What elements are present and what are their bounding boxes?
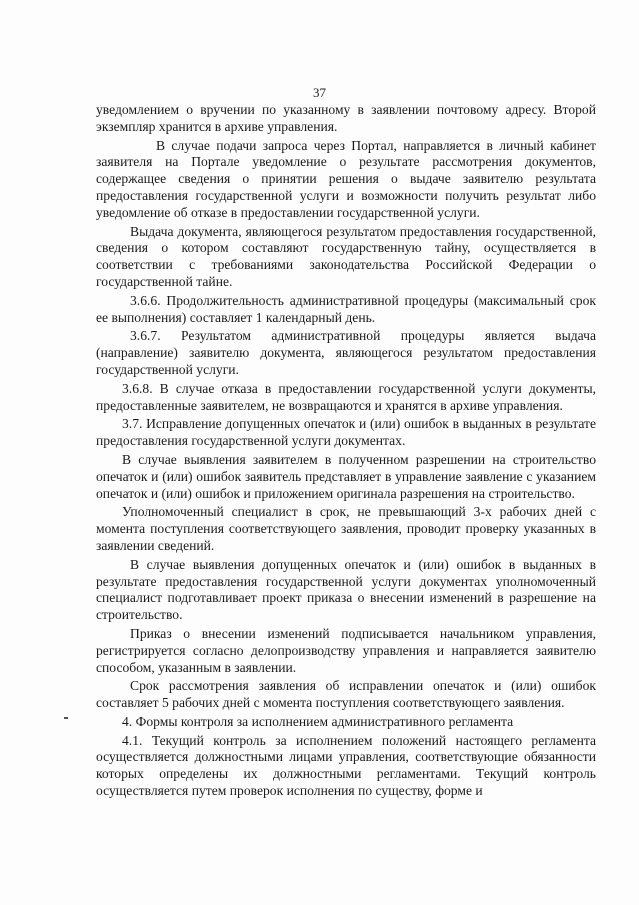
paragraph-3-6-8: 3.6.8. В случае отказа в предоставлении государственной услуги документы, предоставленные заявителем, не возвращаются и хранятся в архиве управления. [96, 380, 596, 413]
paragraph-review-term: Срок рассмотрения заявления об исправлении опечаток и (или) ошибок составляет 5 рабочих дней с момента поступления соответствующего заявления. [96, 678, 596, 711]
paragraph-order-signing: Приказ о внесении изменений подписывается начальником управления, регистрируется согласно делопроизводству управления и направляется заявителю способом, указанным в заявлении. [96, 625, 596, 675]
document-body [96, 102, 596, 802]
paragraph-3-7: 3.7. Исправление допущенных опечаток и (или) ошибок в выданных в результате предоставления государственной услуги документах. [96, 416, 596, 449]
paragraph-specialist-check: Уполномоченный специалист в срок, не превышающий 3-х рабочих дней с момента поступления соответствующего заявления, проводит проверку указанных в заявлении сведений. [96, 504, 596, 553]
paragraph-4-1: 4.1. Текущий контроль за исполнением положений настоящего регламента осуществляется должностными лицами управления, соответствующие обязанности которых определены их должностными регламентами. Текущий контроль осуществляется путем проверок исполнения по существу, форме и [96, 732, 596, 799]
paragraph-portal-notice: В случае подачи запроса через Портал, направляется в личный кабинет заявителя на Портале уведомление о результате рассмотрения документов, содержащее сведения о принятии решения о выдаче заявителю результата предоставления государственной услуги и возможности получить результат либо уведомление об отказе в предоставлении государственной услуги. [96, 137, 596, 220]
section-heading-4: 4. Формы контроля за исполнением административного регламента [122, 713, 514, 729]
margin-mark [64, 717, 68, 719]
paragraph-3-6-6: 3.6.6. Продолжительность административной процедуры (максимальный срок ее выполнения) составляет 1 календарный день. [96, 292, 596, 325]
paragraph-3-6-7: 3.6.7. Результатом административной процедуры является выдача (направление) заявителю документа, являющегося результатом предоставления государственной услуги. [96, 328, 596, 377]
page-number: 37 [313, 85, 326, 100]
paragraph-order-draft: В случае выявления допущенных опечаток и (или) ошибок в выданных в результате предоставления государственной услуги документах уполномоченный специалист подготавливает проект приказа о внесении изменений в разрешение на строительство. [96, 556, 596, 623]
paragraph-continuation: уведомлением о вручении по указанному в заявлении почтовому адресу. Второй экземпляр хранится в архиве управления. [96, 102, 596, 134]
paragraph-secret-issue: Выдача документа, являющегося результатом предоставления государственной, сведения о котором составляют государственную тайну, осуществляется в соответствии с требованиями законодательства Российской Федерации о государственной тайне. [96, 223, 596, 289]
paragraph-error-detection: В случае выявления заявителем в полученном разрешении на строительство опечаток и (или) ошибок заявитель представляет в управление заявление с указанием опечаток и (или) ошибок и приложением оригинала разрешения на строительство. [96, 451, 596, 501]
